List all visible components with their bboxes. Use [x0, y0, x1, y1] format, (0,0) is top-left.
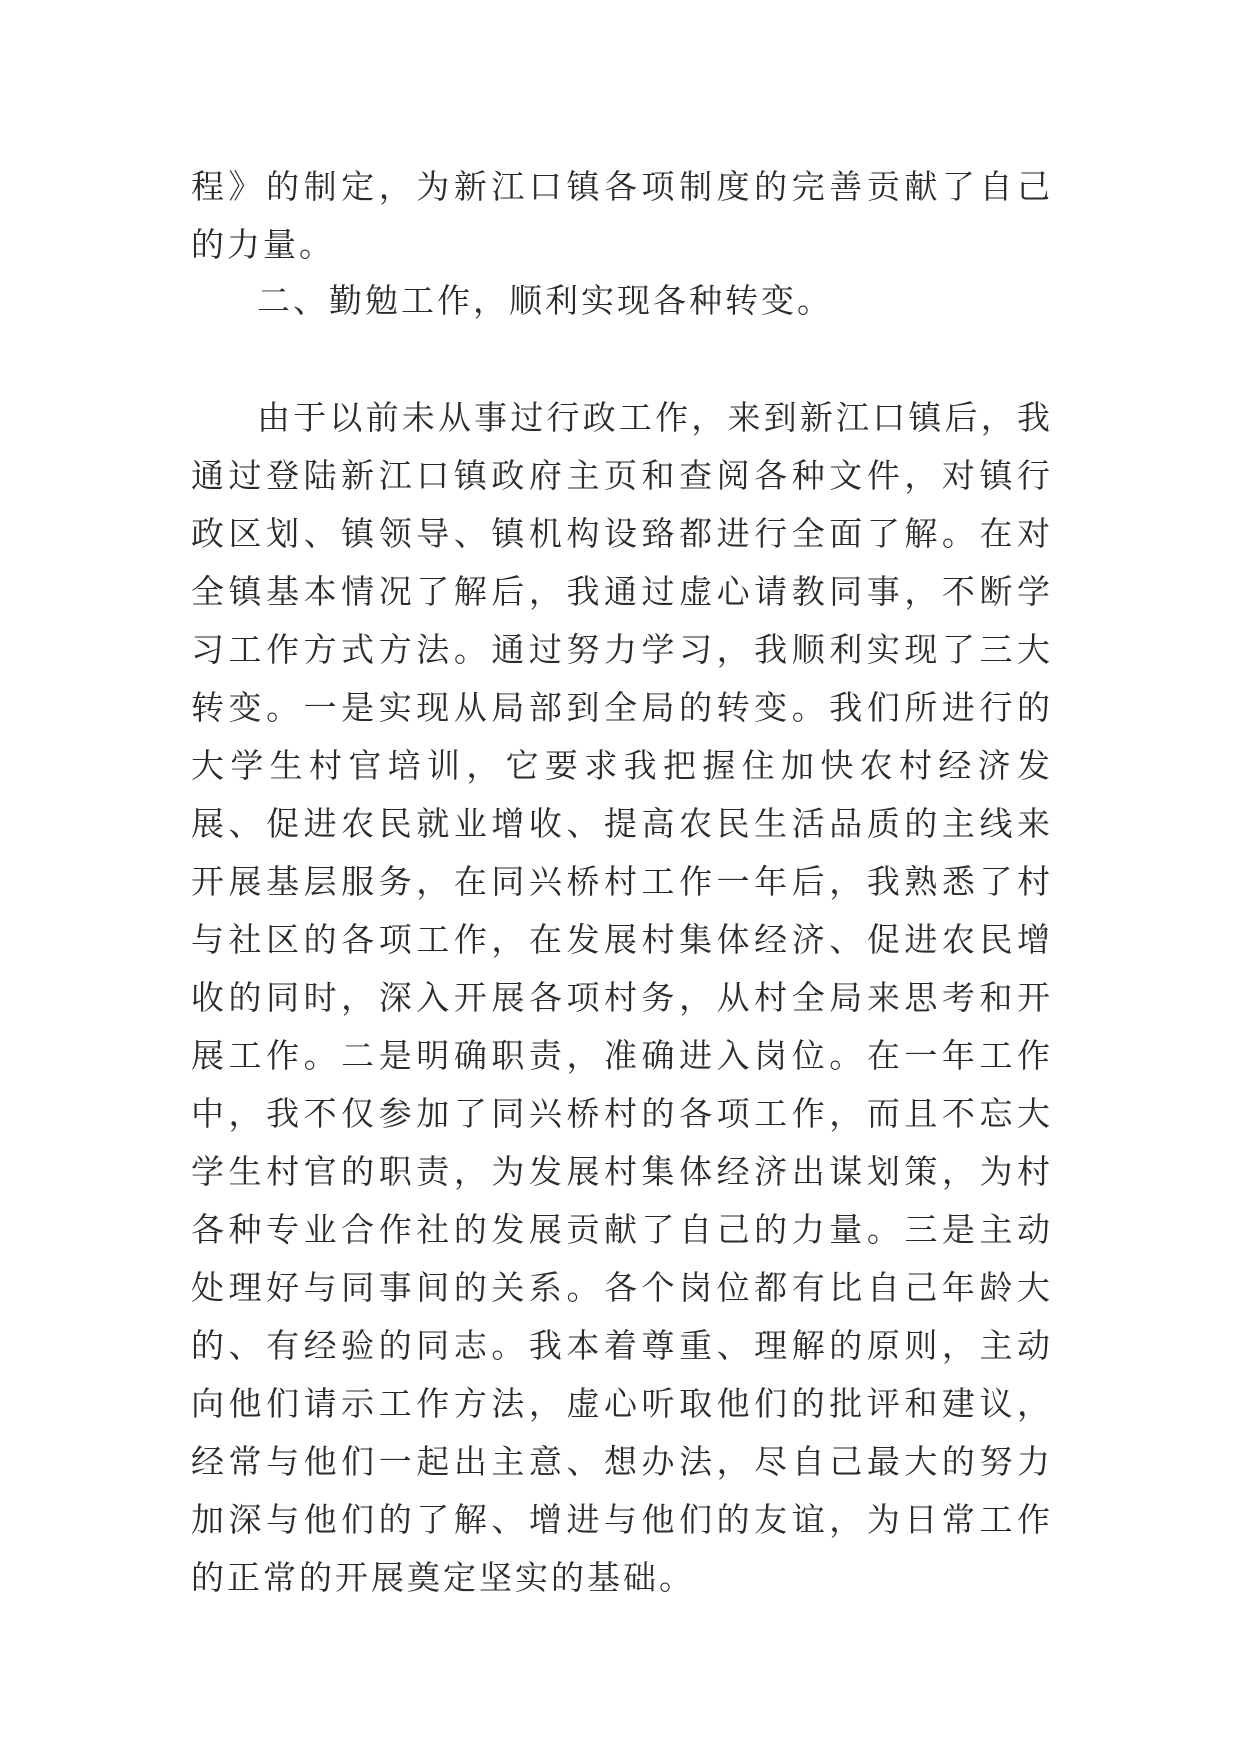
body-paragraph: 由于以前未从事过行政工作，来到新江口镇后，我通过登陆新江口镇政府主页和查阅各种文件，对镇行政区划、镇领导、镇机构设臵都进行全面了解。在对全镇基本情况了解后，我通过虚心请教同事，不断学习工作方式方法。通过努力学习，我顺利实现了三大转变。一是实现从局部到全局的转变。我们所进行的大学生村官培训，它要求我把握住加快农村经济发展、促进农民就业增收、提高农民生活品质的主线来开展基层服务，在同兴桥村工作一年后，我熟悉了村与社区的各项工作，在发展村集体经济、促进农民增收的同时，深入开展各项村务，从村全局来思考和开展工作。二是明确职责，准确进入岗位。在一年工作中，我不仅参加了同兴桥村的各项工作，而且不忘大学生村官的职责，为发展村集体经济出谋划策，为村各种专业合作社的发展贡献了自己的力量。三是主动处理好与同事间的关系。各个岗位都有比自己年龄大的、有经验的同志。我本着尊重、理解的原则，主动向他们请示工作方法，虚心听取他们的批评和建议，经常与他们一起出主意、想办法，尽自己最大的努力加深与他们的了解、增进与他们的友谊，为日常工作的正常的开展奠定坚实的基础。 [191, 398, 1053, 1597]
continued-paragraph: 程》的制定，为新江口镇各项制度的完善贡献了自己的力量。 [191, 167, 1053, 264]
section-heading: 二、勤勉工作，顺利实现各种转变。 [257, 281, 833, 320]
